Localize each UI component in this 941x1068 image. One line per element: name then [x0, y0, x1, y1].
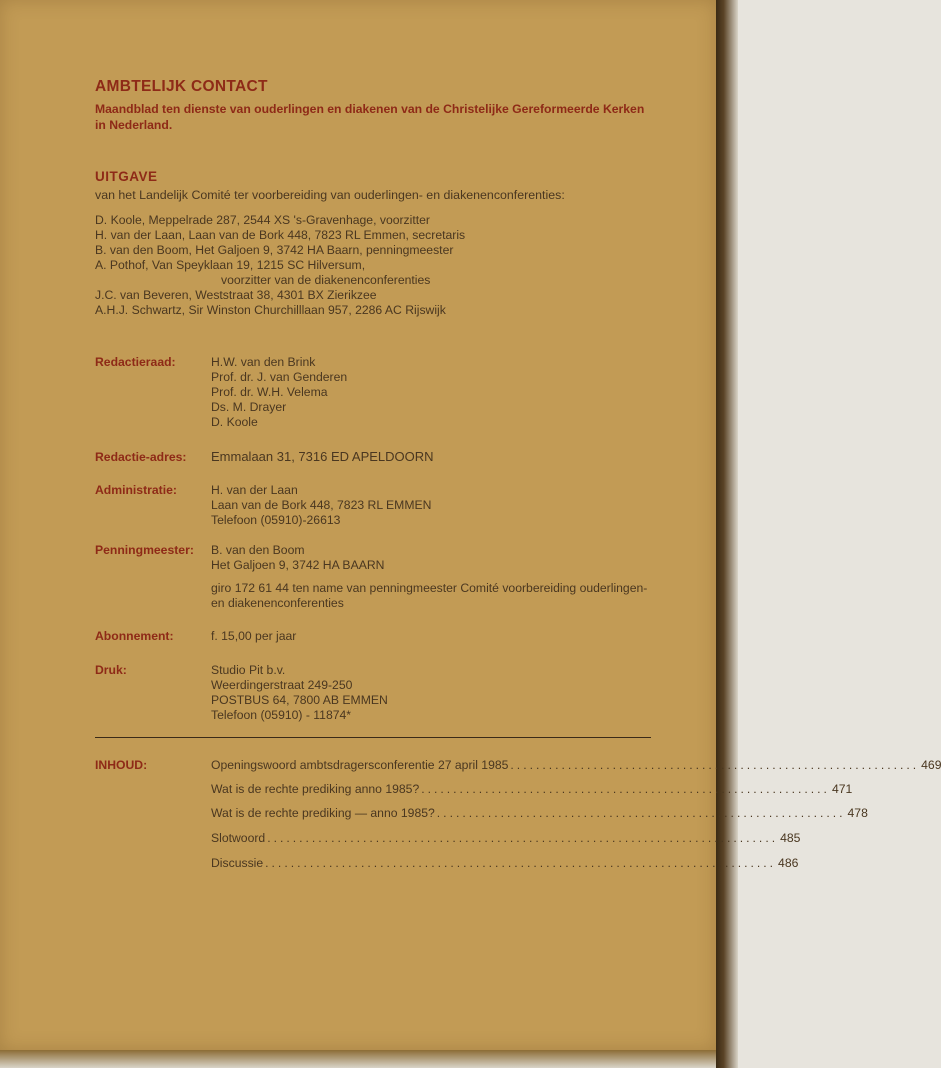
giro-line: giro 172 61 44 ten name van penningmeester Comité voorbereiding ouderlingen- en diakenenconferenties [211, 581, 648, 610]
toc-entry[interactable] [211, 831, 801, 845]
editor-name: D. Koole [211, 415, 258, 429]
committee-member: D. Koole, Meppelrade 287, 2544 XS 's-Gravenhage, voorzitter [95, 213, 430, 227]
toc-title: Discussie [211, 856, 264, 870]
committee-member: B. van den Boom, Het Galjoen 9, 3742 HA Baarn, penningmeester [95, 243, 454, 257]
druk-line: Weerdingerstraat 249-250 [211, 678, 353, 692]
toc-title: Slotwoord [211, 831, 266, 845]
magazine-subtitle: Maandblad ten dienste van ouderlingen en diakenen van de Christelijke Gereformeerde Kerken in Nederland. [95, 102, 645, 132]
toc-entry[interactable] [211, 782, 853, 796]
toc-leader: ................................................................ [436, 806, 846, 820]
editor-name: H.W. van den Brink [211, 355, 316, 369]
toc-leader: ................................................................ [421, 782, 830, 796]
toc-page: 478 [847, 806, 868, 820]
penningmeester-value [211, 543, 655, 611]
toc-entry[interactable] [211, 856, 799, 870]
toc-leader: ................................................................ [510, 758, 920, 772]
penningmeester-line: Het Galjoen 9, 3742 HA BAARN [211, 558, 385, 572]
magazine-title: AMBTELIJK CONTACT [95, 78, 268, 95]
druk-line: Telefoon (05910) - 11874* [211, 708, 352, 722]
administratie-line: Telefoon (05910)-26613 [211, 513, 341, 527]
page-bottom-edge [0, 1050, 716, 1068]
redactieraad-members [211, 355, 655, 430]
committee-member: A.H.J. Schwartz, Sir Winston Churchilllaan 957, 2286 AC Rijswijk [95, 303, 446, 317]
administratie-label: Administratie: [95, 483, 177, 497]
binding-edge [716, 0, 738, 1068]
penningmeester-line: B. van den Boom [211, 543, 305, 557]
uitgave-heading: UITGAVE [95, 169, 158, 184]
druk-line: Studio Pit b.v. [211, 663, 286, 677]
administratie-line: H. van der Laan [211, 483, 298, 497]
administratie-value [211, 483, 655, 528]
toc-title: Openingswoord ambtsdragersconferentie 27 april 1985 [211, 758, 509, 772]
uitgave-intro: van het Landelijk Comité ter voorbereiding van ouderlingen- en diakenenconferenties: [95, 188, 565, 202]
abonnement-value: f. 15,00 per jaar [211, 629, 297, 643]
toc-title: Wat is de rechte prediking anno 1985? [211, 782, 420, 796]
divider [95, 737, 651, 738]
administratie-line: Laan van de Bork 448, 7823 RL EMMEN [211, 498, 432, 512]
druk-value [211, 663, 655, 723]
redactieraad-label: Redactieraad: [95, 355, 176, 369]
toc-page: 469 [921, 758, 941, 772]
druk-label: Druk: [95, 663, 127, 677]
penningmeester-label: Penningmeester: [95, 543, 194, 557]
redactie-adres-label: Redactie-adres: [95, 450, 187, 464]
abonnement-label: Abonnement: [95, 629, 174, 643]
committee-member-role: voorzitter van de diakenenconferenties [221, 273, 431, 287]
editor-name: Prof. dr. W.H. Velema [211, 385, 328, 399]
toc-entry[interactable] [211, 758, 941, 772]
committee-member: A. Pothof, Van Speyklaan 19, 1215 SC Hilversum, [95, 258, 366, 272]
toc-leader: ................................................................................ [267, 831, 779, 845]
committee-list [95, 213, 465, 318]
toc-page: 471 [831, 782, 853, 796]
toc-page: 485 [780, 831, 801, 845]
redactie-adres-value: Emmalaan 31, 7316 ED APELDOORN [211, 449, 434, 464]
toc-leader: ................................................................................ [265, 856, 777, 870]
editor-name: Prof. dr. J. van Genderen [211, 370, 348, 384]
toc-entry[interactable] [211, 806, 868, 820]
druk-line: POSTBUS 64, 7800 AB EMMEN [211, 693, 388, 707]
toc-title: Wat is de rechte prediking — anno 1985? [211, 806, 435, 820]
inhoud-label: INHOUD: [95, 758, 148, 772]
editor-name: Ds. M. Drayer [211, 400, 287, 414]
committee-member: J.C. van Beveren, Weststraat 38, 4301 BX Zierikzee [95, 288, 377, 302]
toc-page: 486 [778, 856, 799, 870]
committee-member: H. van der Laan, Laan van de Bork 448, 7823 RL Emmen, secretaris [95, 228, 466, 242]
